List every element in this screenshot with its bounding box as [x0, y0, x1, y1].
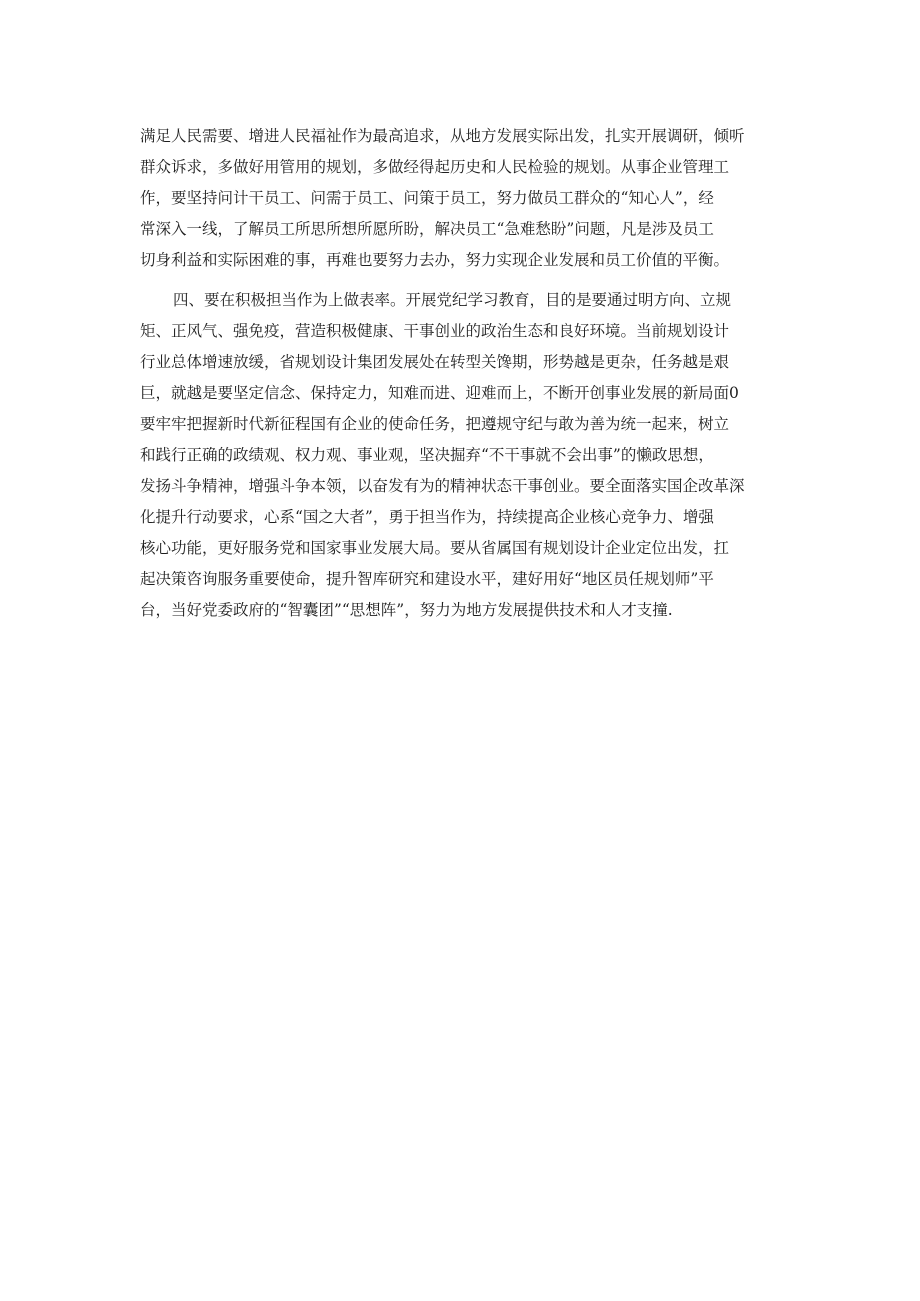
paragraph-2-line-5: 要牢牢把握新时代新征程国有企业的使命任务，把遵规守纪与敢为善为统一起来，树立 [140, 415, 730, 433]
paragraph-1-line-5: 切身利益和实际困难的事，再难也要努力去办，努力实现企业发展和员工价值的平衡。 [140, 251, 730, 269]
paragraph-2-line-6: 和践行正确的政绩观、权力观、事业观，坚决掘弃“不干事就不会出事”的懒政思想， [140, 446, 714, 464]
paragraph-1-line-1: 满足人民需要、增进人民福祉作为最高追求，从地方发展实际出发，扎实开展调研，倾听 [140, 127, 745, 145]
paragraph-1-line-2: 群众诉求，多做好用管用的规划，多做经得起历史和人民检验的规划。从事企业管理工 [140, 158, 730, 176]
paragraph-2-line-3: 行业总体增速放缓，省规划设计集团发展处在转型关馋期，形势越是更杂，任务越是艰 [140, 353, 730, 371]
paragraph-2-line-4: 巨，就越是要坚定信念、保持定力，知难而进、迎难而上，不断开创事业发展的新局面0 [140, 384, 739, 402]
paragraph-2-line-10: 起决策咨询服务重要使命，提升智库研究和建设水平，建好用好“地区员任规划师”平 [140, 570, 714, 588]
paragraph-2-line-2: 矩、正风气、强免疫，营造积极健康、干事创业的政治生态和良好环境。当前规划设计 [140, 322, 730, 340]
paragraph-2-line-8: 化提升行动要求，心系“国之大者”，勇于担当作为，持续提高企业核心竞争力、增强 [140, 508, 714, 526]
paragraph-2-line-7: 发扬斗争精神，增强斗争本领，以奋发有为的精神状态干事创业。要全面落实国企改革深 [140, 477, 745, 495]
paragraph-2-line-1: 四、要在积极担当作为上做表率。开展党纪学习教育，目的是要通过明方向、立规 [173, 291, 732, 309]
paragraph-1-line-4: 常深入一线，了解员工所思所想所愿所盼，解决员工“急难愁盼”问题，凡是涉及员工 [140, 220, 714, 238]
paragraph-1 [140, 121, 780, 276]
paragraph-1-line-3: 作，要坚持问计干员工、问需于员工、问策于员工，努力做员工群众的“知心人”，经 [140, 189, 714, 207]
paragraph-2-line-9: 核心功能，更好服务党和国家事业发展大局。要从省属国有规划设计企业定位出发，扛 [140, 539, 730, 557]
paragraph-2 [140, 285, 780, 626]
paragraph-spacer [140, 276, 780, 285]
paragraph-2-line-11: 台，当好党委政府的“智囊团”“思想阵”，努力为地方发展提供技术和人才支撞. [140, 601, 673, 619]
document-body [140, 121, 780, 626]
